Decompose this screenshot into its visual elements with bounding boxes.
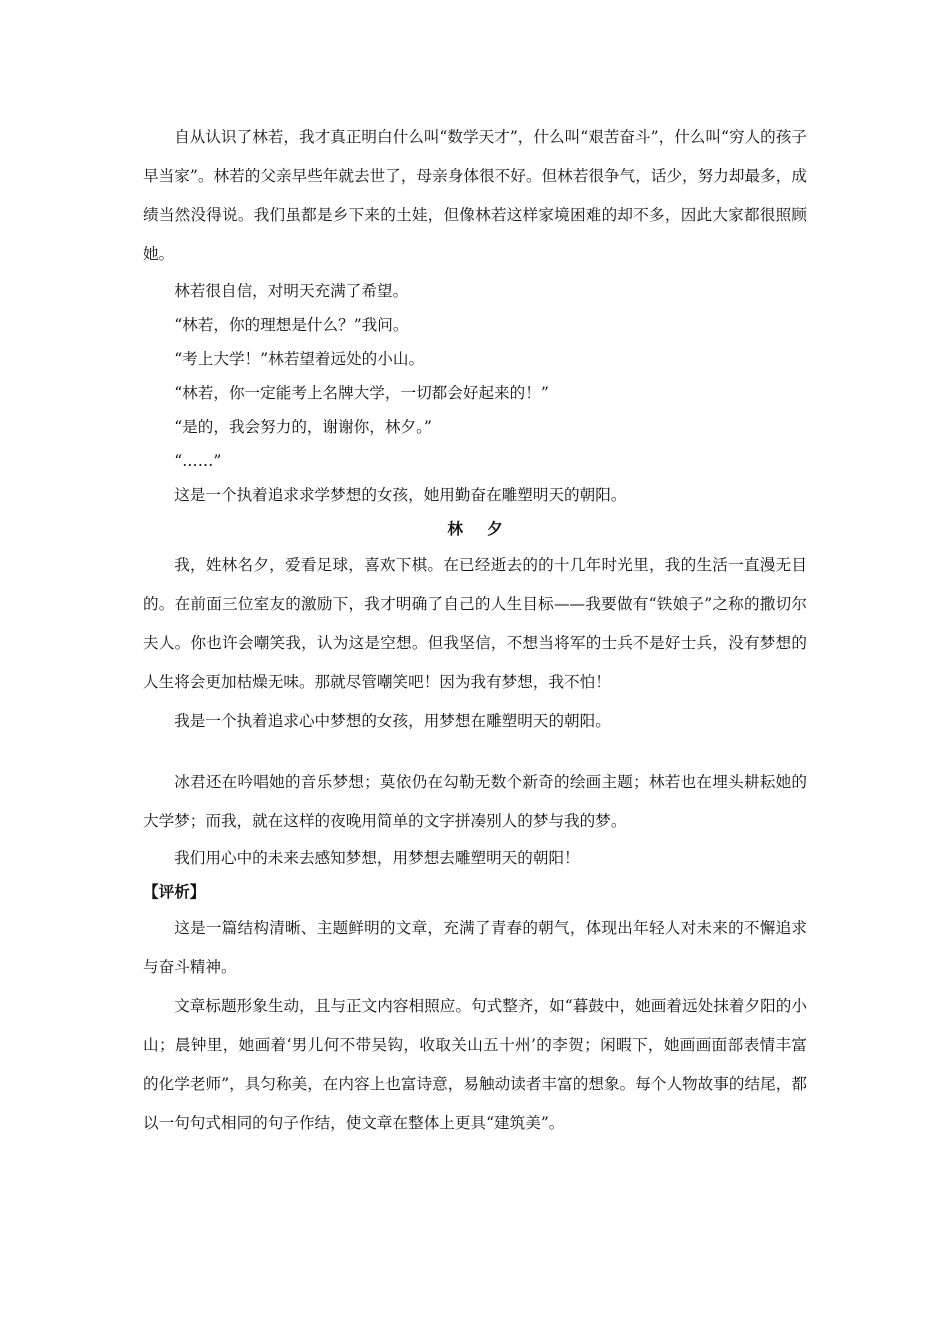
- commentary-paragraph: 文章标题形象生动，且与正文内容相照应。句式整齐，如“暮鼓中，她画着远处抹着夕阳的小山；晨钟里，她画着‘男儿何不带吴钩，收取关山五十州’的李贺；闲暇下，她画画面部表情丰富的化学老师”，具匀称美，在内容上也富诗意，易触动读者丰富的想象。每个人物故事的结尾，都以一句句式相同的句子作结，使文章在整体上更具“建筑美”。: [143, 997, 807, 1132]
- linruo-paragraph: 自从认识了林若，我才真正明白什么叫“数学天才”，什么叫“艰苦奋斗”，什么叫“穷人的孩子早当家”。林若的父亲早些年就去世了，母亲身体很不好。但林若很争气，话少，努力却最多，成绩当然没得说。我们虽都是乡下来的土娃，但像林若这样家境困难的却不多，因此大家都很照顾她。: [143, 128, 807, 263]
- section-title-linxi: 林 夕: [447, 519, 513, 538]
- dialogue-line: “考上大学！”林若望着远处的小山。: [174, 350, 425, 368]
- blank-line: [143, 741, 807, 763]
- dialogue-line: “林若，你的理想是什么？”我问。: [174, 316, 409, 334]
- closing-summary: 我们用心中的未来去感知梦想，用梦想去雕塑明天的朝阳！: [174, 849, 580, 867]
- linxi-summary: 我是一个执着追求心中梦想的女孩，用梦想在雕塑明天的朝阳。: [174, 712, 611, 730]
- dialogue-line: “……”: [174, 452, 222, 470]
- document-page: [143, 118, 807, 1143]
- dialogue-line: “林若，你一定能考上名牌大学，一切都会好起来的！”: [174, 384, 549, 402]
- closing-paragraph: 冰君还在吟唱她的音乐梦想；莫依仍在勾勒无数个新奇的绘画主题；林若也在埋头耕耘她的大学梦；而我，就在这样的夜晚用简单的文字拼凑别人的梦与我的梦。: [143, 773, 807, 830]
- commentary-paragraph: 这是一篇结构清晰、主题鲜明的文章，充满了青春的朝气，体现出年轻人对未来的不懈追求与奋斗精神。: [143, 919, 807, 976]
- commentary-heading: 【评析】: [143, 882, 206, 901]
- linruo-summary: 这是一个执着追求求学梦想的女孩，她用勤奋在雕塑明天的朝阳。: [174, 486, 627, 504]
- linxi-paragraph: 我，姓林名夕，爱看足球，喜欢下棋。在已经逝去的的十几年时光里，我的生活一直漫无目的。在前面三位室友的激励下，我才明确了自己的人生目标——我要做有“铁娘子”之称的撒切尔夫人。你也许会嘲笑我，认为这是空想。但我坚信，不想当将军的士兵不是好士兵，没有梦想的人生将会更加枯燥无味。那就尽管嘲笑吧！因为我有梦想，我不怕！: [143, 556, 807, 691]
- dialogue-line: “是的，我会努力的，谢谢你，林夕。”: [174, 418, 432, 436]
- linruo-confidence-line: 林若很自信，对明天充满了希望。: [174, 282, 409, 300]
